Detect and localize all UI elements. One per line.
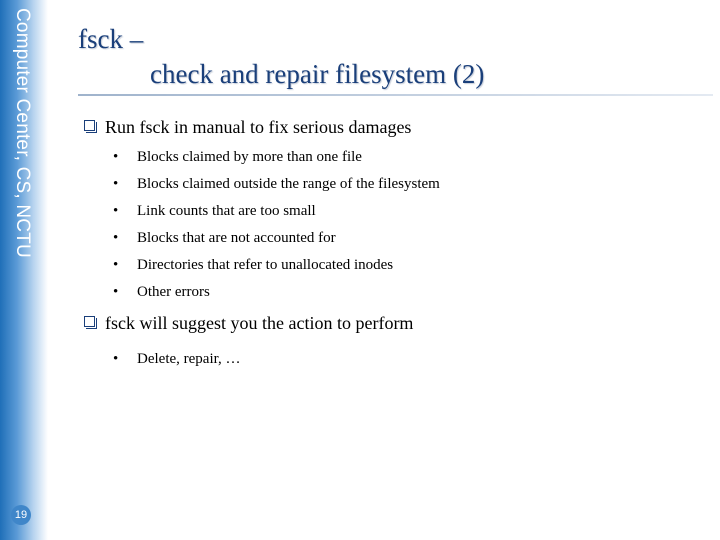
dot-icon: •: [113, 230, 119, 246]
title-line-1: fsck –: [78, 24, 144, 54]
hollow-box-icon: [84, 316, 95, 327]
sub-bullet-text: Link counts that are too small: [137, 203, 316, 219]
sub-bullet-item: [84, 171, 440, 198]
sub-bullet-item: [84, 198, 440, 225]
sub-bullet-text: Directories that refer to unallocated inodes: [137, 257, 394, 273]
dot-icon: •: [113, 284, 119, 300]
sidebar-institution-label: Computer Center, CS, NCTU: [12, 8, 33, 258]
sub-bullet-text: Other errors: [137, 284, 210, 300]
sidebar-band: [0, 0, 48, 540]
sub-bullet-group: [84, 144, 440, 306]
sub-bullet-item: [84, 346, 440, 373]
sub-bullet-text: Blocks claimed outside the range of the filesystem: [137, 176, 440, 192]
sub-bullet-text: Blocks that are not accounted for: [137, 230, 336, 246]
page-number-badge: 19: [11, 505, 31, 525]
dot-icon: •: [113, 351, 119, 367]
bullet-text: Run fsck in manual to fix serious damages: [105, 117, 412, 137]
slide-title: [78, 22, 484, 92]
dot-icon: •: [113, 176, 119, 192]
sub-bullet-text: Delete, repair, …: [137, 351, 241, 367]
bullet-list: [84, 114, 440, 377]
bullet-text: fsck will suggest you the action to perform: [105, 313, 414, 333]
sub-bullet-item: [84, 225, 440, 252]
sub-bullet-item: [84, 252, 440, 279]
dot-icon: •: [113, 149, 119, 165]
title-line-2: check and repair filesystem (2): [150, 59, 485, 89]
sub-bullet-item: [84, 144, 440, 171]
sub-bullet-group: [84, 346, 440, 373]
sub-bullet-list: [84, 346, 440, 373]
sub-bullet-list: [84, 144, 440, 306]
bullet-item: [84, 114, 440, 140]
dot-icon: •: [113, 203, 119, 219]
bullet-item: [84, 310, 440, 336]
sub-bullet-item: [84, 279, 440, 306]
dot-icon: •: [113, 257, 119, 273]
hollow-box-icon: [84, 120, 95, 131]
title-divider: [78, 94, 713, 96]
sub-bullet-text: Blocks claimed by more than one file: [137, 149, 362, 165]
